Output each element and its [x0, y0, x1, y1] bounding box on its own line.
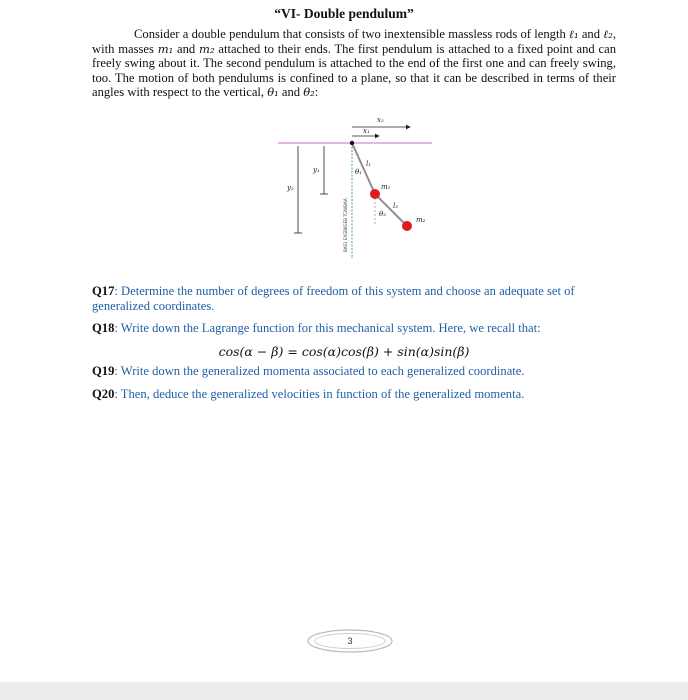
l1-label: l₁ [366, 160, 372, 168]
page-number: 3 [347, 636, 353, 646]
l2-label: l₂ [393, 202, 399, 210]
y1-label: y₁ [313, 166, 320, 174]
page-number-badge [305, 627, 395, 655]
x1-label: x₁ [363, 127, 370, 135]
double-pendulum-figure [270, 112, 440, 272]
mass-2 [402, 221, 412, 231]
angle-theta1: θ₁ [267, 85, 279, 100]
intro-paragraph: Consider a double pendulum that consists of two inextensible massless rods of length ℓ₁ and ℓ₂, with masses m₁ and m₂ attached to their ends. The first pendulum is attached to a fixed point and can freely swing about it. The second pendulum is attached to the end of the first one and can freely swing, too. The motion of both pendulums is confined to a plane, so that it can be described in terms of their angles with respect to the vertical, θ₁ and θ₂: [92, 27, 617, 100]
x2-label: x₂ [377, 116, 384, 124]
angle-theta2: θ₂ [303, 85, 315, 100]
viewer-background [0, 682, 688, 700]
page-title: “VI- Double pendulum” [274, 6, 414, 21]
pivot-point [350, 141, 354, 145]
theta1-label: θ₁ [355, 168, 363, 176]
length-l1: ℓ₁ [569, 27, 579, 41]
trig-identity: cos(α − β) = cos(α)cos(β) + sin(α)sin(β) [218, 344, 470, 359]
question-q17: Q17: Determine the number of degrees of freedom of this system and choose an adequate set of generalized coordinates. [92, 284, 575, 313]
mass-m1: m₁ [157, 41, 174, 56]
mass-1 [370, 189, 380, 199]
question-q20: Q20: Then, deduce the generalized velocities in function of the generalized momenta. [92, 387, 525, 401]
question-q19: Q19: Write down the generalized momenta associated to each generalized coordinate. [92, 364, 525, 378]
m2-label: m₂ [416, 216, 426, 224]
question-q18: Q18: Write down the Lagrange function for this mechanical system. Here, we recall that: [92, 321, 541, 335]
m1-label: m₁ [381, 183, 391, 191]
axis-text: BAS1 EXGB8GEB TCAIIBAA [343, 198, 348, 252]
length-l2: ℓ₂ [603, 27, 613, 41]
theta2-label: θ₂ [379, 210, 387, 218]
y2-label: y₂ [287, 184, 294, 192]
mass-m2: m₂ [199, 41, 215, 56]
